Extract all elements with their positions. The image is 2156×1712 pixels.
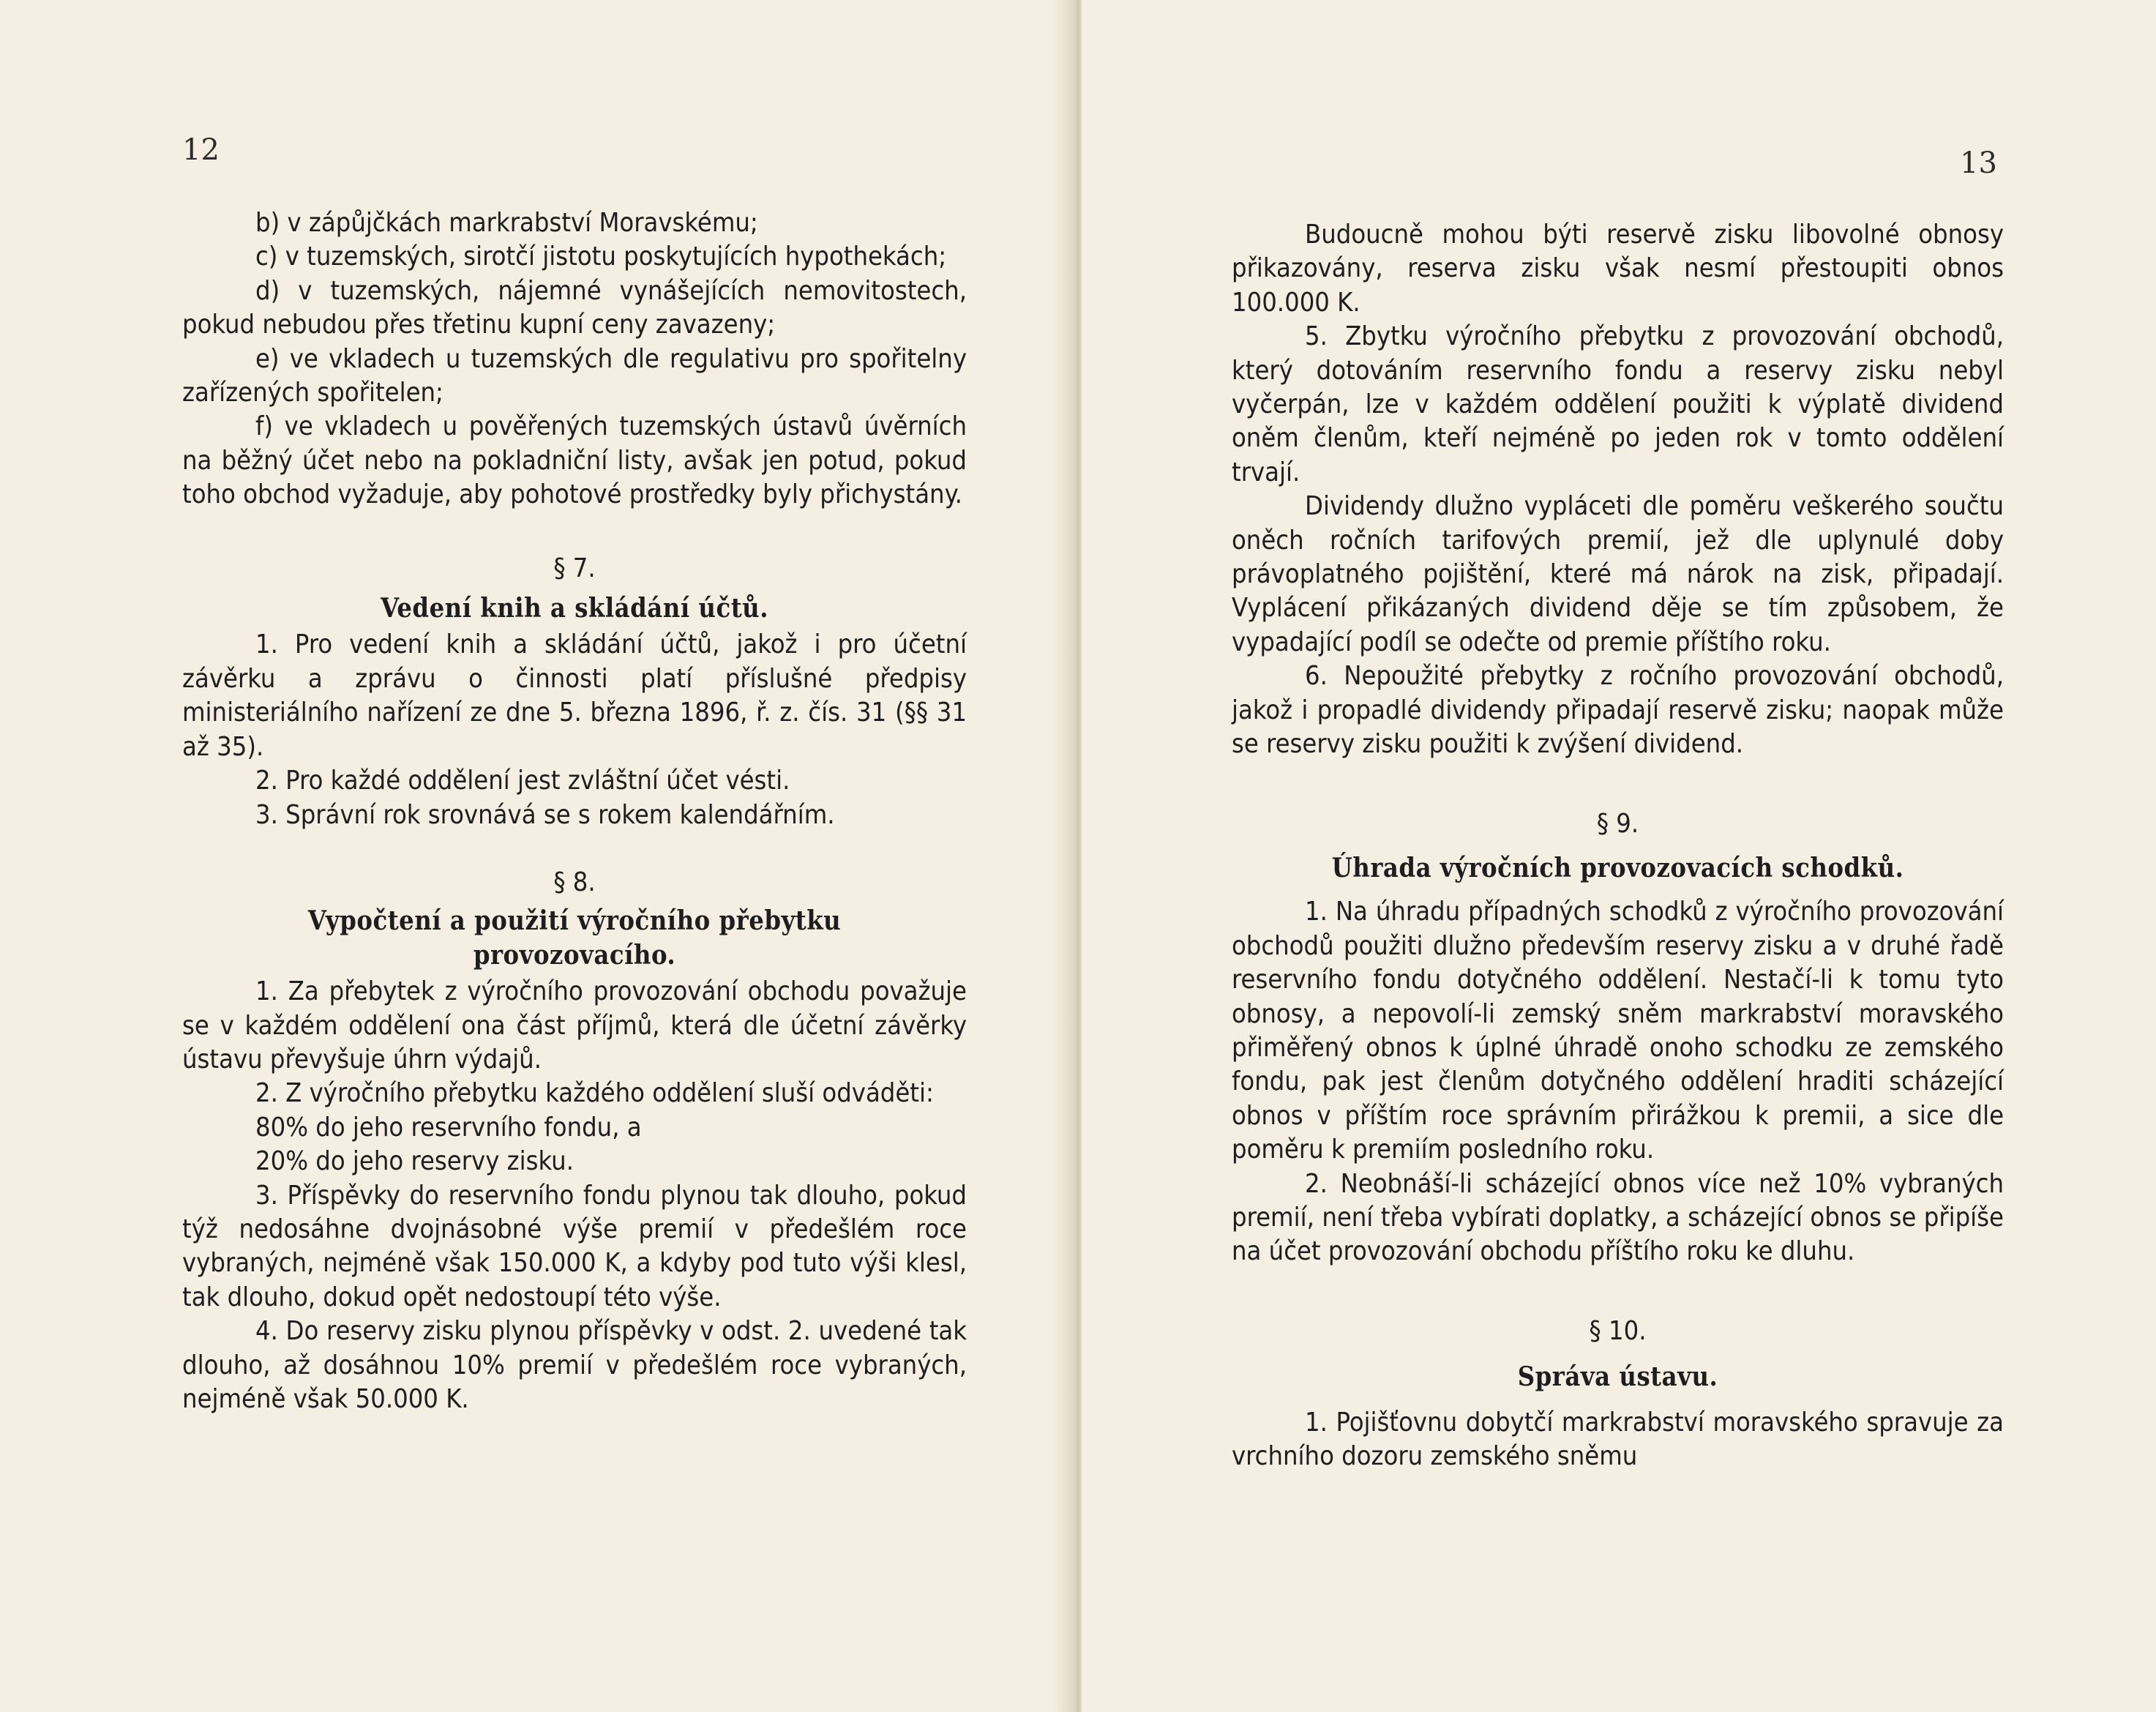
page-number-left: 12: [182, 133, 220, 167]
list-item-e: e) ve vkladech u tuzemských dle regulativu pro spořitelny zařízených spořitelen;: [182, 343, 967, 408]
left-page: [0, 0, 1074, 1712]
section-10-paragraph-1: 1. Pojišťovnu dobytčí markrabství moravského spravuje za vrchního dozoru zemského sněmu: [1232, 1407, 2004, 1471]
paragraph-continuation: Budoucně mohou býti reservě zisku libovolné obnosy přikazovány, reserva zisku však nesmí přestoupiti obnos 100.000 K.: [1232, 220, 2004, 318]
section-9-title: Úhrada výročních provozovacích schodků.: [1331, 852, 1904, 883]
section-7-paragraph-3: 3. Správní rok srovnává se s rokem kalendářním.: [255, 799, 835, 830]
list-item-c: c) v tuzemských, sirotčí jistotu poskytujících hypothekách;: [255, 242, 947, 272]
section-9-paragraph-2: 2. Neobnáší-li scházející obnos více než 10% vybraných premií, není třeba vybírati doplatky, a scházející obnos se připíše na účet provozování obchodu příštího roku ke dluhu.: [1232, 1168, 2004, 1267]
section-8-paragraph-1: 1. Za přebytek z výročního provozování obchodu považuje se v každém oddělení ona část příjmů, která dle účetní závěrky ústavu převyšuje úhrn výdajů.: [182, 976, 967, 1074]
section-7-title: Vedení knih a skládání účtů.: [381, 593, 768, 624]
page-number-right: 13: [1960, 146, 1997, 180]
section-8-paragraph-4: 4. Do reservy zisku plynou příspěvky v odst. 2. uvedené tak dlouho, až dosáhnou 10% premií v předešlém roce vybraných, nejméně však 50.000 K.: [182, 1316, 967, 1414]
list-item-d: d) v tuzemských, nájemné vynášejících nemovitostech, pokud nebudou přes třetinu kupní ceny zavazeny;: [182, 275, 967, 340]
section-8-title: Vypočtení a použití výročního přebytku provozovacího.: [307, 905, 842, 971]
paragraph-6: 6. Nepoužité přebytky z ročního provozování obchodů, jakož i propadlé dividendy připadají reservě zisku; naopak může se reservy zisku použiti k zvýšení dividend.: [1232, 661, 2004, 760]
paragraph-5: 5. Zbytku výročního přebytku z provozování obchodů, který dotováním reservního fondu a reservy zisku nebyl vyčerpán, lze v každém oddělení použiti k výplatě dividend oněm členům, kteří nejméně po jeden rok v tomto oddělení trvají.: [1232, 321, 2004, 487]
section-10-title: Správa ústavu.: [1517, 1361, 1718, 1393]
section-7-number: § 7.: [553, 553, 596, 583]
left-text-column: [182, 206, 967, 1416]
section-8-paragraph-3: 3. Příspěvky do reservního fondu plynou tak dlouho, pokud týž nedosáhne dvojnásobné výše premií v předešlém roce vybraných, nejméně však 150.000 K, a kdyby pod tuto výši klesl, tak dlouho, dokud opět nedostoupí této výše.: [182, 1180, 967, 1312]
right-text-column: [1232, 218, 2004, 1473]
section-8-item-reserve-fund: 80% do jeho reservního fondu, a: [255, 1112, 642, 1143]
section-9-paragraph-1: 1. Na úhradu případných schodků z výročního provozování obchodů použiti dlužno především reservy zisku a v druhé řadě reservního fondu dotyčného oddělení. Nestačí-li k tomu tyto obnosy, a nepovolí-li zemský sněm markrabství moravského přiměřený obnos k úplné úhradě onoho schodku ze zemského fondu, pak jest členům dotyčného oddělení hraditi scházející obnos v příštím roce správním přirážkou k premii, a sice dle poměru k premiím posledního roku.: [1232, 897, 2004, 1165]
section-7-paragraph-2: 2. Pro každé oddělení jest zvláštní účet vésti.: [255, 766, 790, 796]
section-8-number: § 8.: [553, 867, 596, 897]
section-9-number: § 9.: [1596, 808, 1639, 839]
right-page: [1082, 0, 2156, 1712]
section-7-paragraph-1: 1. Pro vedení knih a skládání účtů, jakož i pro účetní závěrku a zprávu o činnosti platí příslušné předpisy ministeriálního nařízení ze dne 5. března 1896, ř. z. čís. 31 (§§ 31 až 35).: [182, 629, 967, 762]
section-8-item-profit-reserve: 20% do jeho reservy zisku.: [255, 1146, 574, 1177]
list-item-b: b) v zápůjčkách markrabství Moravskému;: [255, 208, 758, 238]
paragraph-dividends: Dividendy dlužno vypláceti dle poměru veškerého součtu oněch ročních tarifových premií, jež dle uplynulé doby právoplatného pojištění, které má nárok na zisk, připadají. Vyplácení přikázaných dividend děje se tím způsobem, že vypadající podíl se odečte od premie příštího roku.: [1232, 491, 2004, 657]
section-10-number: § 10.: [1589, 1315, 1647, 1346]
list-item-f: f) ve vkladech u pověřených tuzemských ústavů úvěrních na běžný účet nebo na pokladniční listy, avšak jen potud, pokud toho obchod vyžaduje, aby pohotové prostředky byly přichystány.: [182, 411, 967, 510]
section-8-paragraph-2: 2. Z výročního přebytku každého oddělení sluší odváděti:: [255, 1078, 934, 1109]
